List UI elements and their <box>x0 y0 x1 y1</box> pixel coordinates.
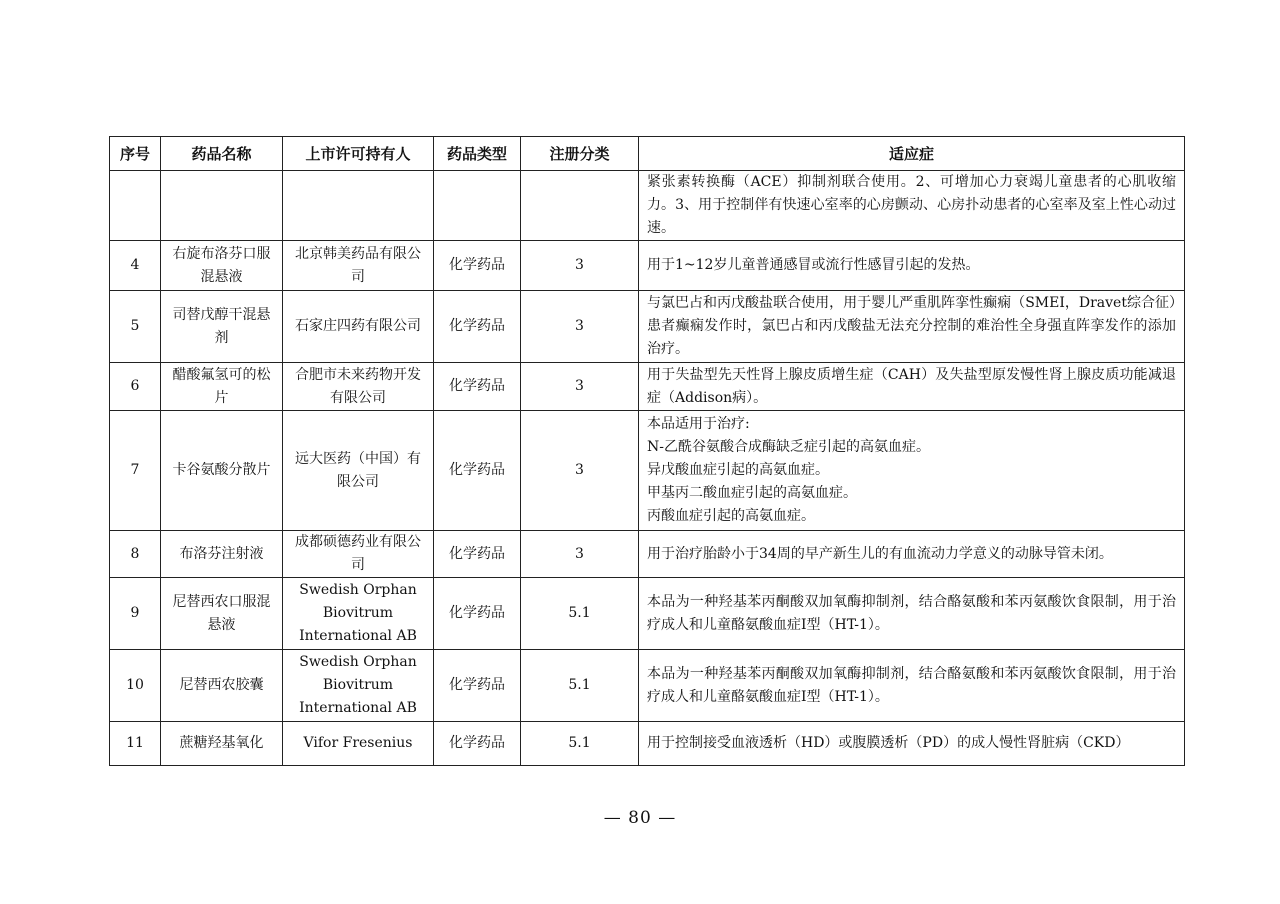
cell-indication: 与氯巴占和丙戊酸盐联合使用，用于婴儿严重肌阵挛性癫痫（SMEI，Dravet综合征）患者癫痫发作时，氯巴占和丙戊酸盐无法充分控制的难治性全身强直阵挛发作的添加治疗。 <box>639 291 1185 363</box>
header-indication: 适应症 <box>639 137 1185 171</box>
cell-drug-name: 右旋布洛芬口服混悬液 <box>161 241 283 291</box>
cell-index: 7 <box>110 411 161 531</box>
cell-indication: 用于失盐型先天性肾上腺皮质增生症（CAH）及失盐型原发慢性肾上腺皮质功能减退症（Addison病）。 <box>639 363 1185 411</box>
cell-drug-name: 尼替西农口服混悬液 <box>161 578 283 650</box>
cell-index <box>110 171 161 241</box>
cell-drug-type: 化学药品 <box>434 578 521 650</box>
table-row <box>110 722 1185 766</box>
header-license-holder: 上市许可持有人 <box>283 137 434 171</box>
cell-registration-class: 3 <box>521 241 639 291</box>
header-registration-class: 注册分类 <box>521 137 639 171</box>
cell-drug-name: 卡谷氨酸分散片 <box>161 411 283 531</box>
cell-license-holder: 合肥市未来药物开发有限公司 <box>283 363 434 411</box>
table-row <box>110 650 1185 722</box>
cell-drug-name: 蔗糖羟基氧化 <box>161 722 283 766</box>
cell-drug-name: 醋酸氟氢可的松片 <box>161 363 283 411</box>
cell-license-holder <box>283 171 434 241</box>
cell-registration-class <box>521 171 639 241</box>
header-drug-name: 药品名称 <box>161 137 283 171</box>
cell-license-holder: 远大医药（中国）有限公司 <box>283 411 434 531</box>
table-row <box>110 241 1185 291</box>
cell-index: 10 <box>110 650 161 722</box>
cell-indication: 本品适用于治疗: N-乙酰谷氨酸合成酶缺乏症引起的高氨血症。 异戊酸血症引起的高氨血症。 甲基丙二酸血症引起的高氨血症。 丙酸血症引起的高氨血症。 <box>639 411 1185 531</box>
cell-drug-type: 化学药品 <box>434 291 521 363</box>
cell-index: 9 <box>110 578 161 650</box>
cell-indication: 用于治疗胎龄小于34周的早产新生儿的有血流动力学意义的动脉导管未闭。 <box>639 531 1185 578</box>
cell-registration-class: 5.1 <box>521 578 639 650</box>
cell-indication: 紧张素转换酶（ACE）抑制剂联合使用。2、可增加心力衰竭儿童患者的心肌收缩力。3、用于控制伴有快速心室率的心房颤动、心房扑动患者的心室率及室上性心动过速。 <box>639 171 1185 241</box>
cell-registration-class: 5.1 <box>521 650 639 722</box>
cell-drug-type: 化学药品 <box>434 650 521 722</box>
cell-index: 11 <box>110 722 161 766</box>
cell-drug-name: 司替戊醇干混悬剂 <box>161 291 283 363</box>
cell-registration-class: 5.1 <box>521 722 639 766</box>
header-index: 序号 <box>110 137 161 171</box>
table-row <box>110 363 1185 411</box>
table-row <box>110 171 1185 241</box>
cell-drug-type: 化学药品 <box>434 363 521 411</box>
cell-license-holder: Vifor Fresenius <box>283 722 434 766</box>
cell-drug-name: 尼替西农胶囊 <box>161 650 283 722</box>
page-number: — 80 — <box>603 808 677 828</box>
cell-registration-class: 3 <box>521 291 639 363</box>
cell-license-holder: 石家庄四药有限公司 <box>283 291 434 363</box>
cell-registration-class: 3 <box>521 411 639 531</box>
cell-license-holder: Swedish Orphan Biovitrum International AB <box>283 578 434 650</box>
header-drug-type: 药品类型 <box>434 137 521 171</box>
cell-license-holder: 北京韩美药品有限公司 <box>283 241 434 291</box>
cell-drug-name <box>161 171 283 241</box>
cell-indication: 本品为一种羟基苯丙酮酸双加氧酶抑制剂，结合酪氨酸和苯丙氨酸饮食限制，用于治疗成人和儿童酪氨酸血症I型（HT-1）。 <box>639 578 1185 650</box>
cell-drug-type: 化学药品 <box>434 531 521 578</box>
cell-drug-name: 布洛芬注射液 <box>161 531 283 578</box>
table-row <box>110 531 1185 578</box>
table-row <box>110 411 1185 531</box>
cell-index: 5 <box>110 291 161 363</box>
table-row <box>110 578 1185 650</box>
table-row <box>110 291 1185 363</box>
cell-indication: 本品为一种羟基苯丙酮酸双加氧酶抑制剂，结合酪氨酸和苯丙氨酸饮食限制，用于治疗成人和儿童酪氨酸血症I型（HT-1）。 <box>639 650 1185 722</box>
cell-drug-type: 化学药品 <box>434 241 521 291</box>
cell-license-holder: Swedish Orphan Biovitrum International AB <box>283 650 434 722</box>
cell-registration-class: 3 <box>521 363 639 411</box>
cell-license-holder: 成都硕德药业有限公司 <box>283 531 434 578</box>
table-header-row <box>110 137 1185 171</box>
cell-index: 6 <box>110 363 161 411</box>
cell-registration-class: 3 <box>521 531 639 578</box>
cell-index: 4 <box>110 241 161 291</box>
cell-drug-type <box>434 171 521 241</box>
cell-indication: 用于控制接受血液透析（HD）或腹膜透析（PD）的成人慢性肾脏病（CKD） <box>639 722 1185 766</box>
cell-indication: 用于1~12岁儿童普通感冒或流行性感冒引起的发热。 <box>639 241 1185 291</box>
cell-index: 8 <box>110 531 161 578</box>
cell-drug-type: 化学药品 <box>434 722 521 766</box>
cell-drug-type: 化学药品 <box>434 411 521 531</box>
drug-approval-table <box>109 136 1185 766</box>
